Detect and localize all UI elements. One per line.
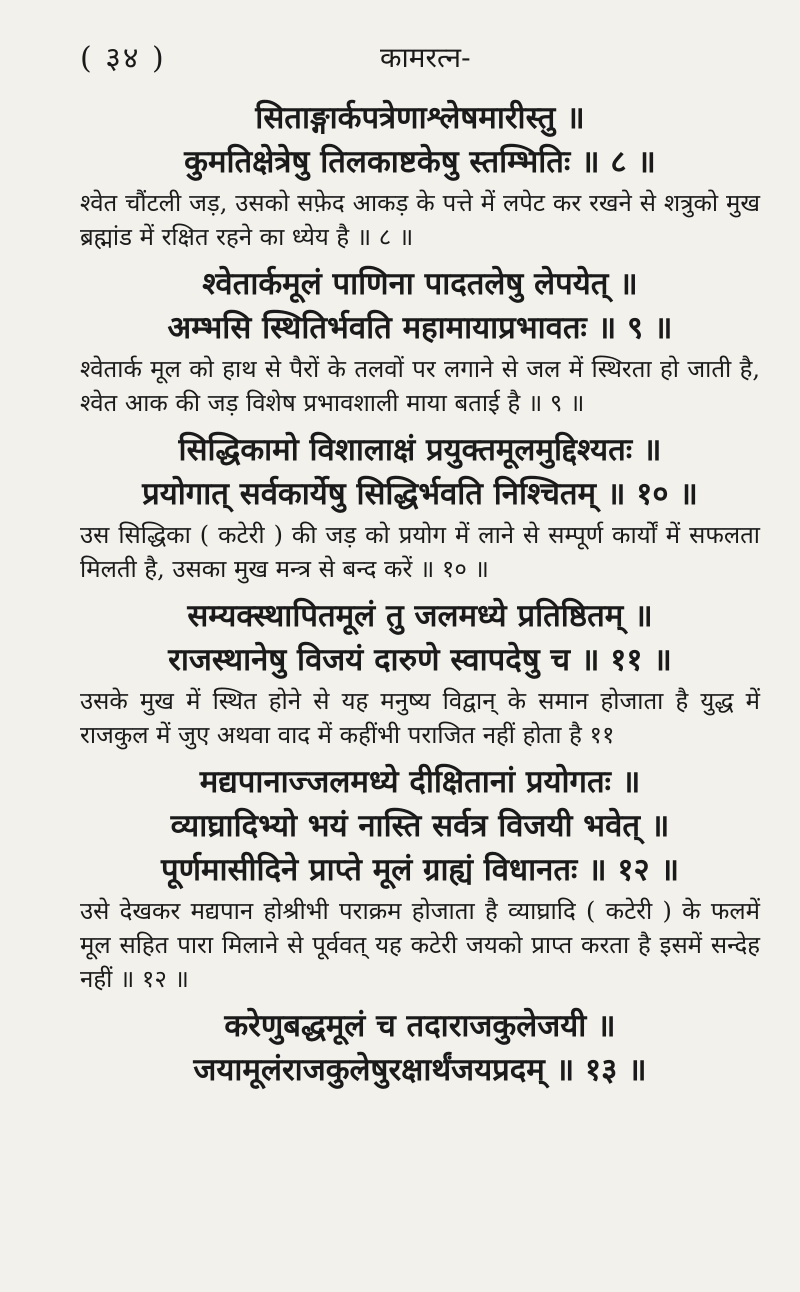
verse-line: व्याघ्रादिभ्यो भयं नास्ति सर्वत्र विजयी भवेत् ॥ [170, 808, 670, 844]
page-header [80, 36, 760, 76]
verse-line: पूर्णमासीदिने प्राप्ते मूलं ग्राह्यं विधानतः ॥ १२ ॥ [160, 852, 680, 888]
verse-block [80, 594, 760, 752]
commentary: श्वेत चौंटली जड़, उसको सफ़ेद आकड़ के पत्ते में लपेट कर रखने से शत्रुको मुख ब्रह्मांड में रक्षित रहने का ध्येय है ॥ ८ ॥ [80, 189, 760, 251]
verse-block [80, 760, 760, 996]
page-content [80, 96, 760, 1096]
verse-block [80, 96, 760, 254]
verse-line: मद्यपानाज्जलमध्ये दीक्षितानां प्रयोगतः ॥ [199, 764, 641, 800]
verse-line: सम्यक्स्थापितमूलं तु जलमध्ये प्रतिष्ठितम् ॥ [187, 598, 653, 634]
page-number: ( ३४ ) [80, 41, 166, 76]
verse-line: सिद्धिकामो विशालाक्षं प्रयुक्तमूलमुद्दिश्यतः ॥ [178, 432, 662, 468]
verse-line: कुमतिक्षेत्रेषु तिलकाष्टकेषु स्तम्भितिः ॥ ८ ॥ [184, 144, 656, 180]
commentary: उसे देखकर मद्यपान होश्रीभी पराक्रम होजाता है व्याघ्रादि ( कटेरी ) के फलमें मूल सहित पारा मिलाने से पूर्ववत् यह कटेरी जयको प्राप्त करता है इसमें सन्देह नहीं ॥ १२ ॥ [80, 897, 760, 993]
verse-line: जयामूलंराजकुलेषुरक्षार्थंजयप्रदम् ॥ १३ ॥ [193, 1052, 647, 1088]
verse-line: अम्भसि स्थितिर्भवति महामायाप्रभावतः ॥ ९ ॥ [167, 310, 673, 346]
verse-line: श्वेतार्कमूलं पाणिना पादतलेषु लेपयेत् ॥ [202, 266, 638, 302]
commentary: उसके मुख में स्थित होने से यह मनुष्य विद्वान् के समान होजाता है युद्ध में राजकुल में जुए अथवा वाद में कहींभी पराजित नहीं होता है ११ [80, 687, 760, 749]
verse-block [80, 262, 760, 420]
verse-block [80, 428, 760, 586]
running-title: कामरत्न- [380, 41, 471, 74]
verse-line: राजस्थानेषु विजयं दारुणे स्वापदेषु च ॥ ११ ॥ [168, 642, 672, 678]
verse-block [80, 1004, 760, 1092]
verse-line: करेणुबद्धमूलं च तदाराजकुलेजयी ॥ [224, 1008, 616, 1044]
commentary: श्वेतार्क मूल को हाथ से पैरों के तलवों पर लगाने से जल में स्थिरता हो जाती है, श्वेत आक की जड़ विशेष प्रभावशाली माया बताई है ॥ ९ ॥ [80, 355, 760, 417]
commentary: उस सिद्धिका ( कटेरी ) की जड़ को प्रयोग में लाने से सम्पूर्ण कार्यों में सफलता मिलती है, उसका मुख मन्त्र से बन्द करें ॥ १० ॥ [80, 521, 760, 583]
verse-line: प्रयोगात् सर्वकार्येषु सिद्धिर्भवति निश्चितम् ॥ १० ॥ [142, 476, 698, 512]
verse-line: सिताङ्गार्कपत्रेणाश्लेषमारीस्तु ॥ [255, 100, 585, 136]
